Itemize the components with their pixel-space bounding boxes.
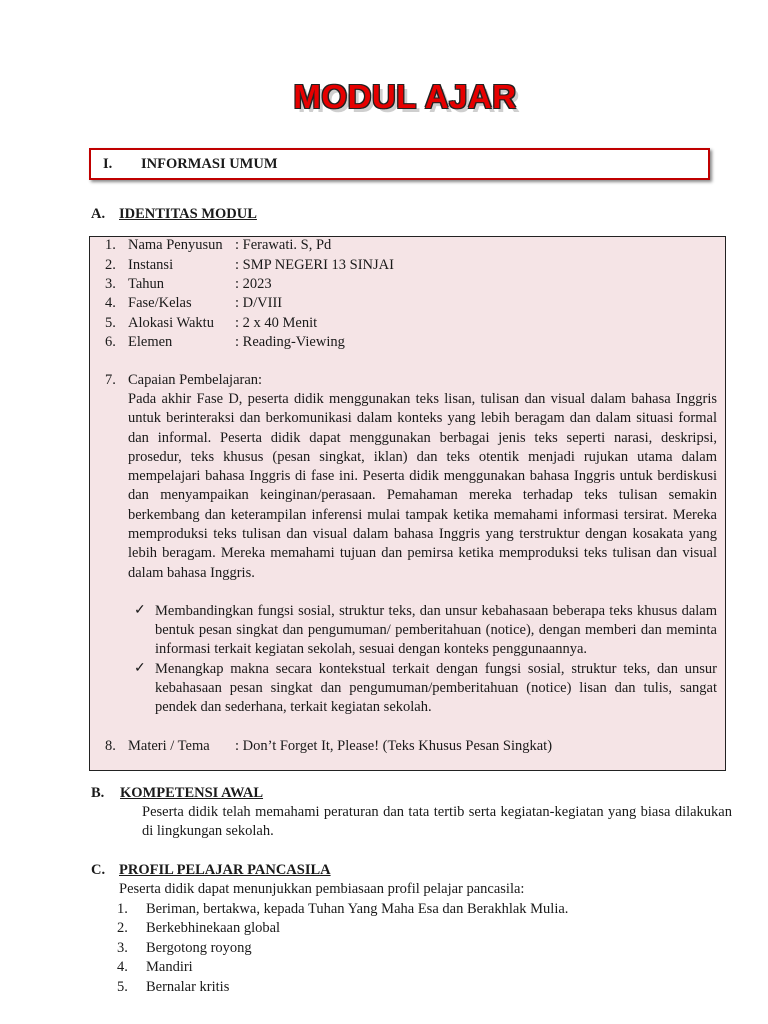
- row-value: : SMP NEGERI 13 SINJAI: [235, 256, 394, 273]
- row-value: : Reading-Viewing: [235, 334, 345, 350]
- heading-number: C.: [91, 862, 106, 878]
- heading-label: IDENTITAS MODUL: [119, 206, 257, 222]
- bullet-item: [134, 602, 717, 660]
- row-key: Tahun: [128, 276, 165, 292]
- heading-profil-pelajar: [91, 862, 331, 879]
- identity-row: [105, 314, 317, 333]
- row-value: : D/VIII: [235, 295, 283, 311]
- capaian-heading: [105, 371, 262, 390]
- kompetensi-paragraph: Peserta didik telah memahami peraturan dan tata tertib serta kegiatan-kegiatan yang biasa dilakukan di lingkungan sekolah.: [142, 804, 732, 840]
- bullet-item: [134, 660, 717, 718]
- row-number: 1.: [105, 237, 116, 253]
- row-key: Elemen: [128, 334, 173, 350]
- row-number: 4.: [105, 295, 116, 311]
- identity-row: [105, 256, 394, 275]
- row-key: Nama Penyusun: [128, 237, 223, 253]
- section-label: INFORMASI UMUM: [141, 155, 278, 172]
- heading-kompetensi-awal: [91, 785, 263, 802]
- list-item: [117, 900, 568, 919]
- profil-intro: Peserta didik dapat menunjukkan pembiasaan profil pelajar pancasila:: [119, 881, 525, 897]
- identity-row: [105, 294, 282, 313]
- materi-row: [105, 737, 552, 756]
- heading-number: A.: [91, 206, 106, 222]
- section-informasi-umum: [89, 148, 710, 180]
- item-number: 5.: [117, 978, 128, 995]
- item-number: 4.: [117, 959, 128, 975]
- checkmark-icon: ✓: [134, 603, 146, 618]
- row-value: : Don’t Forget It, Please! (Teks Khusus Pesan Singkat): [235, 738, 553, 754]
- list-item: [117, 958, 193, 977]
- row-key: Alokasi Waktu: [128, 314, 214, 331]
- identity-row: [105, 275, 272, 294]
- bullet-text: Menangkap makna secara kontekstual terkait dengan fungsi sosial, struktur teks, dan unsur kebahasaan pesan singkat dan pengumuman/pemberitahuan (notice) lisan dan tulis, sangat pendek dan sederhana, terkait kegiatan sekolah.: [155, 661, 717, 716]
- row-number: 3.: [105, 276, 116, 292]
- item-text: Beriman, bertakwa, kepada Tuhan Yang Maha Esa dan Berakhlak Mulia.: [146, 901, 569, 917]
- row-key: Instansi: [128, 256, 174, 273]
- row-number: 8.: [105, 738, 116, 754]
- item-number: 3.: [117, 939, 128, 956]
- heading-identitas-modul: [91, 206, 257, 223]
- bullet-text: Membandingkan fungsi sosial, struktur teks, dan unsur kebahasaan beberapa teks khusus dalam bentuk pesan singkat dan pengumuman/ pemberitahuan (notice), dengan memberi dan meminta informasi terkait kegiatan sekolah, sesuai dengan konteks penggunaannya.: [155, 603, 717, 658]
- row-number: 7.: [105, 372, 116, 388]
- capaian-paragraph: Pada akhir Fase D, peserta didik menggunakan teks lisan, tulisan dan visual dalam bahasa Inggris untuk berinteraksi dan berkomunikasi dalam konteks yang lebih beragam dan dalam situasi formal dan informal. Peserta didik dapat menggunakan berbagai jenis teks seperti narasi, deskripsi, prosedur, teks khusus (pesan singkat, iklan) dan teks otentik menjadi rujukan utama dalam mempelajari bahasa Inggris di fase ini. Peserta didik menggunakan bahasa Inggris untuk berdiskusi dan menyampaikan keinginan/perasaan. Pemahaman mereka terhadap teks tulisan semakin berkembang dan keterampilan inferensi mulai tampak ketika memahami informasi tersirat. Mereka memproduksi teks tulisan dan visual dalam bahasa Inggris yang terstruktur dengan kosakata yang lebih beragam. Mereka memahami tujuan dan pemirsa ketika memproduksi teks tulisan dan visual dalam bahasa Inggris.: [128, 391, 717, 581]
- document-title: MODUL AJAR: [293, 78, 517, 115]
- row-key: Fase/Kelas: [128, 295, 192, 311]
- heading-label: KOMPETENSI AWAL: [120, 785, 264, 801]
- item-number: 1.: [117, 901, 128, 917]
- heading-label: PROFIL PELAJAR PANCASILA: [119, 862, 331, 878]
- capaian-label: Capaian Pembelajaran:: [128, 372, 263, 388]
- row-value: : 2 x 40 Menit: [235, 314, 318, 331]
- row-key: Materi / Tema: [128, 738, 210, 754]
- section-number: I.: [103, 155, 113, 172]
- list-item: [117, 978, 229, 997]
- identity-row: [105, 333, 345, 352]
- item-text: Berkebhinekaan global: [146, 920, 281, 936]
- heading-number: B.: [91, 785, 105, 801]
- item-number: 2.: [117, 920, 128, 936]
- checkmark-icon: ✓: [134, 661, 146, 676]
- item-text: Bergotong royong: [146, 939, 252, 956]
- list-item: [117, 939, 252, 958]
- item-text: Mandiri: [146, 959, 193, 975]
- identity-row: [105, 236, 331, 255]
- row-value: : Ferawati. S, Pd: [235, 237, 332, 253]
- row-number: 5.: [105, 314, 116, 331]
- row-number: 2.: [105, 256, 116, 273]
- item-text: Bernalar kritis: [146, 978, 230, 995]
- list-item: [117, 919, 280, 938]
- row-number: 6.: [105, 334, 116, 350]
- row-value: : 2023: [235, 276, 272, 292]
